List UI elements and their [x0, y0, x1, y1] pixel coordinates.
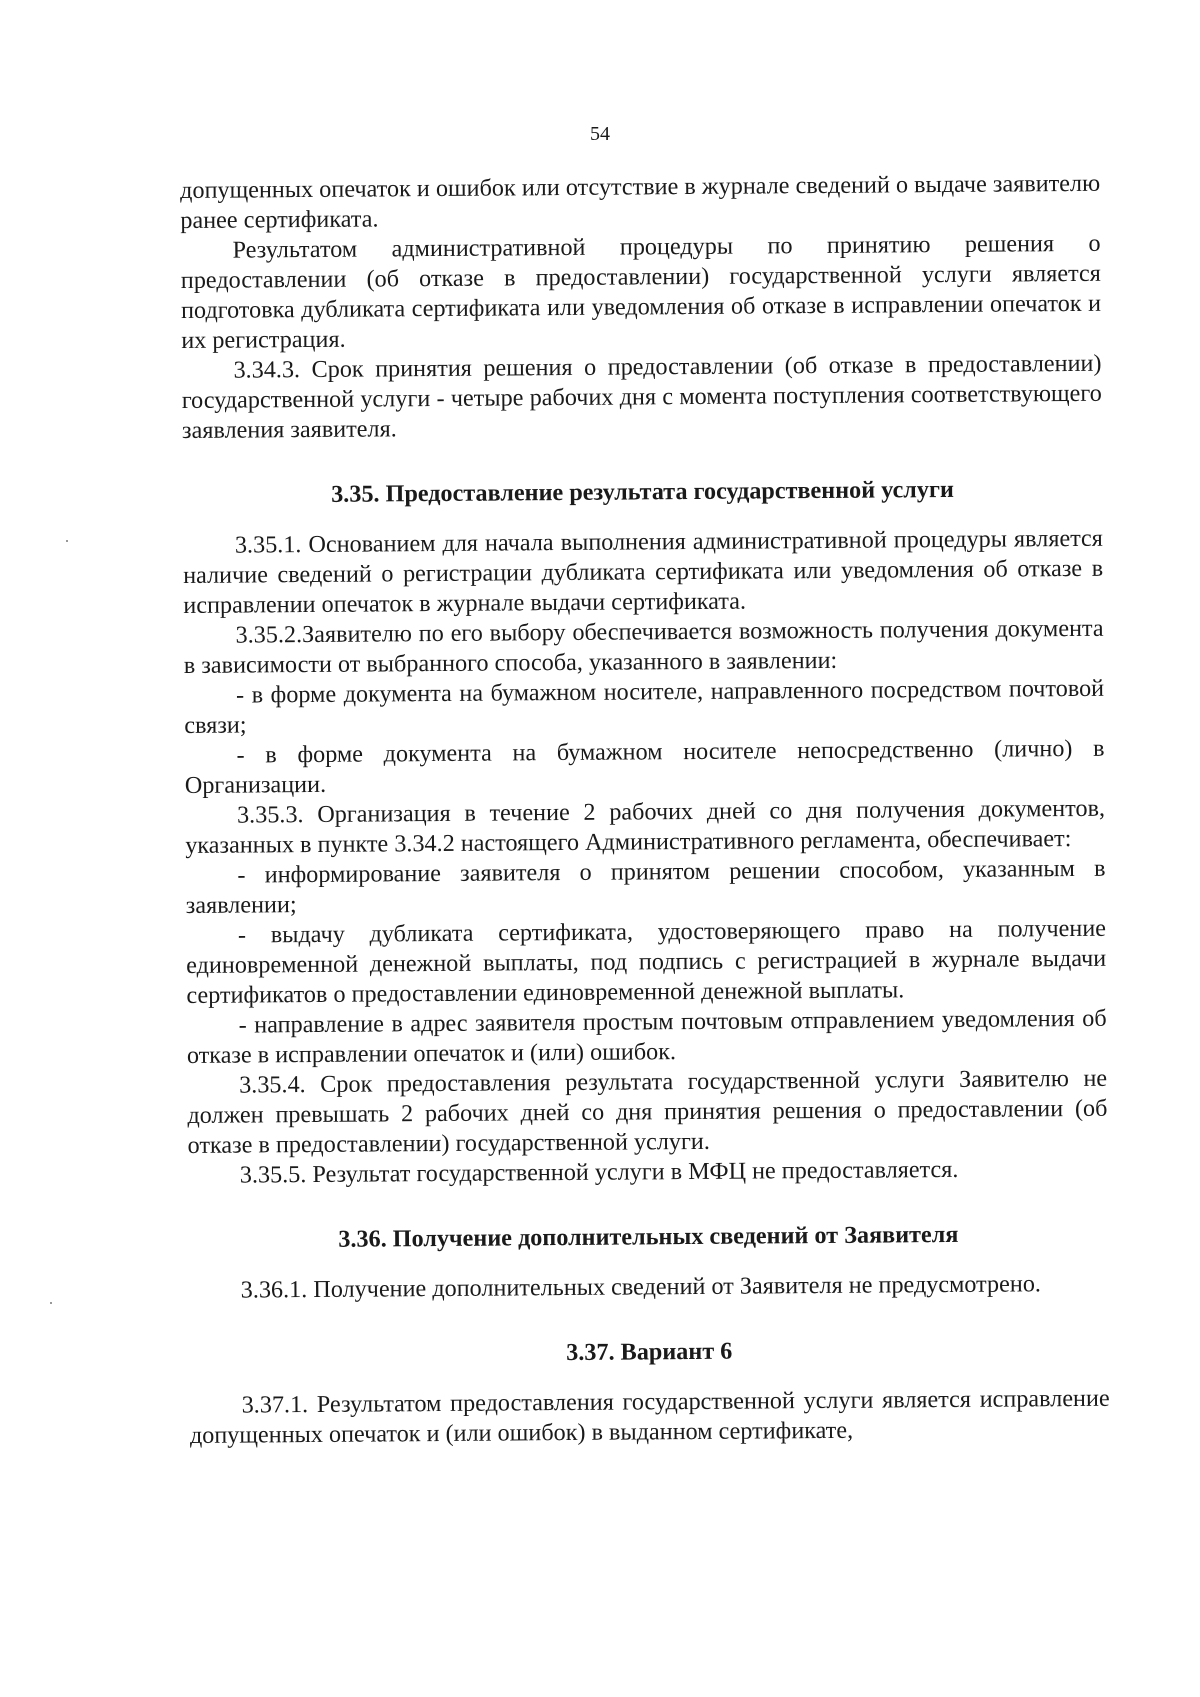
paragraph-3-35-5: 3.35.5. Результат государственной услуги в МФЦ не предоставляется.: [239, 1155, 959, 1189]
paragraph-3-35-1: 3.35.1. Основанием для начала выполнения административной процедуры является наличие сведений о регистрации дубликата сертификата или уведомления об отказе в исправлении опечаток в журнале выдачи сертификата.: [183, 524, 1104, 619]
scan-speck: [66, 540, 68, 542]
paragraph-3-35-4: 3.35.4. Срок предоставления результата государственной услуги Заявителю не должен превышать 2 рабочих дней со дня принятия решения о предоставлении (об отказе в предоставлении) государственной услуги.: [187, 1064, 1108, 1159]
list-item-notification: - направление в адрес заявителя простым почтовым отправлением уведомления об отказе в исправлении опечаток и (или) ошибок.: [186, 1004, 1107, 1069]
section-heading-3-35: 3.35. Предоставление результата государственной услуги: [331, 475, 954, 508]
section-heading-3-36: 3.36. Получение дополнительных сведений от Заявителя: [338, 1220, 959, 1253]
list-item-postal: - в форме документа на бумажном носителе, направленного посредством почтовой связи;: [184, 674, 1105, 739]
scan-speck: [50, 1302, 52, 1304]
paragraph-continuation: допущенных опечаток и ошибок или отсутствие в журнале сведений о выдаче заявителю ранее сертификата.: [180, 169, 1101, 234]
list-item-informing: - информирование заявителя о принятом решении способом, указанным в заявлении;: [185, 854, 1106, 919]
document-body: [180, 169, 1110, 1451]
paragraph-result: Результатом административной процедуры по принятию решения о предоставлении (об отказе в предоставлении) государственной услуги является подготовка дубликата сертификата или уведомления об отказе в исправлении опечаток и их регистрация.: [180, 229, 1102, 354]
paragraph-3-35-2: 3.35.2.Заявителю по его выбору обеспечивается возможность получения документа в зависимости от выбранного способа, указанного в заявлении:: [183, 614, 1104, 679]
paragraph-3-36-1: 3.36.1. Получение дополнительных сведений от Заявителя не предусмотрено.: [240, 1270, 1042, 1304]
list-item-in-person: - в форме документа на бумажном носителе непосредственно (лично) в Организации.: [184, 734, 1105, 799]
paragraph-3-35-3: 3.35.3. Организация в течение 2 рабочих дней со дня получения документов, указанных в пункте 3.34.2 настоящего Административного регламента, обеспечивает:: [185, 794, 1106, 859]
section-heading-3-37: 3.37. Вариант 6: [566, 1337, 733, 1367]
page-number: 54: [590, 123, 610, 145]
paragraph-3-37-1: 3.37.1. Результатом предоставления государственной услуги является исправление допущенных опечаток и (или ошибок) в выданном сертификате,: [189, 1384, 1110, 1449]
list-item-issuance: - выдачу дубликата сертификата, удостоверяющего право на получение единовременной денежной выплаты, под подпись с регистрацией в журнале выдачи сертификатов о предоставлении единовременной денежной выплаты.: [186, 914, 1107, 1009]
paragraph-3-34-3: 3.34.3. Срок принятия решения о предоставлении (об отказе в предоставлении) государственной услуги - четыре рабочих дня с момента поступления соответствующего заявления заявителя.: [181, 349, 1102, 444]
